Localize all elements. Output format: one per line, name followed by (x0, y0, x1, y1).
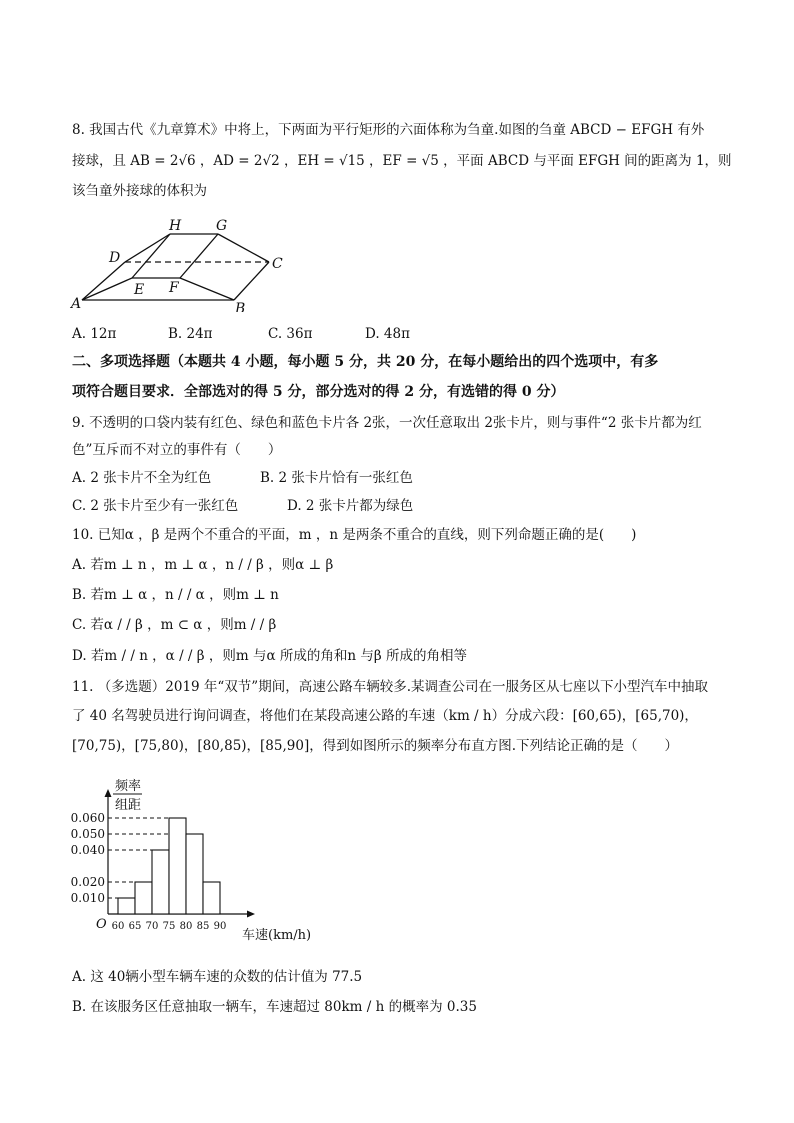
origin-label: O (96, 917, 107, 932)
x-axis-label: 车速(km/h) (242, 928, 312, 943)
q8-option-a: A. 12π (72, 326, 117, 342)
histogram-bar (169, 818, 186, 914)
histogram-bar (135, 882, 152, 914)
label-b: B (235, 301, 246, 312)
x-tick-label: 65 (128, 921, 142, 932)
x-tick-label: 75 (162, 921, 176, 932)
label-a: A (71, 296, 82, 312)
q8-line1: 8. 我国古代《九章算术》中将上，下两面为平行矩形的六面体称为刍童.如图的刍童 ABCD − EFGH 有外 (72, 122, 705, 138)
label-g: G (216, 218, 228, 234)
q10-line1: 10. 已知α ，β 是两个不重合的平面，m ，n 是两条不重合的直线，则下列命题正确的是( ) (72, 527, 637, 543)
q9-option-b: B. 2 张卡片恰有一张红色 (260, 470, 413, 486)
q11-line3: [70,75)，[75,80)，[80,85)，[85,90]，得到如图所示的频率分布直方图.下列结论正确的是（ ） (72, 738, 679, 754)
histogram-bar (152, 850, 169, 914)
q11-option-a: A. 这 40辆小型车辆车速的众数的估计值为 77.5 (72, 969, 363, 985)
q10-option-c: C. 若α / / β ，m ⊂ α ，则m / / β (72, 617, 277, 633)
q11-option-b: B. 在该服务区任意抽取一辆车，车速超过 80km / h 的概率为 0.35 (72, 999, 477, 1015)
edge-ae (82, 278, 132, 300)
histogram-bar (203, 882, 220, 914)
q8-option-d: D. 48π (365, 326, 410, 342)
section2-line1: 二、多项选择题（本题共 4 小题，每小题 5 分，共 20 分，在每小题给出的四个选项中，有多 (72, 354, 659, 370)
edge-dh (125, 234, 170, 262)
label-c: C (272, 256, 283, 272)
q10-option-b: B. 若m ⊥ α ，n / / α ，则m ⊥ n (72, 587, 279, 603)
frequency-histogram (68, 772, 368, 954)
x-tick-label: 90 (213, 921, 227, 932)
x-tick-label: 60 (111, 921, 125, 932)
edge-bc (234, 262, 269, 300)
q8-option-c: C. 36π (268, 326, 313, 342)
y-tick-label: 0.040 (70, 843, 105, 857)
histogram-bar (118, 898, 135, 914)
q11-line1: 11. （多选题）2019 年“双节”期间，高速公路车辆较多.某调查公司在一服务区从七座以下小型汽车中抽取 (72, 679, 709, 695)
q9-line2: 色”互斥而不对立的事件有（ ） (72, 442, 282, 458)
section2-line2: 项符合题目要求．全部选对的得 5 分，部分选对的得 2 分，有选错的得 0 分） (72, 384, 565, 400)
y-tick-label: 0.060 (70, 811, 105, 825)
label-d: D (109, 250, 121, 266)
y-axis-arrow (105, 789, 112, 797)
y-tick-label: 0.010 (70, 891, 105, 905)
q9-option-a: A. 2 张卡片不全为红色 (72, 470, 212, 486)
x-tick-label: 85 (196, 921, 210, 932)
y-tick-label: 0.050 (70, 827, 105, 841)
label-h: H (169, 218, 182, 234)
q8-line3: 该刍童外接球的体积为 (72, 183, 207, 199)
q9-option-c: C. 2 张卡片至少有一张红色 (72, 498, 239, 514)
q10-option-a: A. 若m ⊥ n ，m ⊥ α ，n / / β ，则α ⊥ β (72, 557, 334, 573)
label-e: E (134, 282, 145, 298)
histogram-bar (186, 834, 203, 914)
edge-fg (180, 234, 218, 278)
x-tick-label: 80 (179, 921, 193, 932)
q10-option-d: D. 若m / / n ，α / / β ，则m 与α 所成的角和n 与β 所成的角相等 (72, 648, 467, 664)
q9-option-d: D. 2 张卡片都为绿色 (287, 498, 414, 514)
edge-ad (82, 262, 125, 300)
edge-he (132, 234, 170, 278)
y-tick-label: 0.020 (70, 875, 105, 889)
frustum-figure (68, 212, 298, 312)
label-f: F (169, 280, 179, 296)
q8-option-b: B. 24π (168, 326, 213, 342)
q8-line2: 接球，且 AB = 2√6 ，AD = 2√2 ，EH = √15 ，EF = √5 ，平面 ABCD 与平面 EFGH 间的距离为 1，则 (72, 153, 732, 169)
q11-line2: 了 40 名驾驶员进行询问调查，将他们在某段高速公路的车速（km / h）分成六段：[60,65)，[65,70)， (72, 708, 698, 724)
y-label-bottom: 组距 (115, 798, 142, 813)
y-label-top: 频率 (115, 779, 142, 794)
edge-bf (180, 278, 234, 300)
x-axis-arrow (247, 911, 255, 918)
x-tick-label: 70 (145, 921, 159, 932)
edge-cg (218, 234, 269, 262)
q9-line1: 9. 不透明的口袋内装有红色、绿色和蓝色卡片各 2张，一次任意取出 2张卡片，则与事件“2 张卡片都为红 (72, 415, 702, 431)
